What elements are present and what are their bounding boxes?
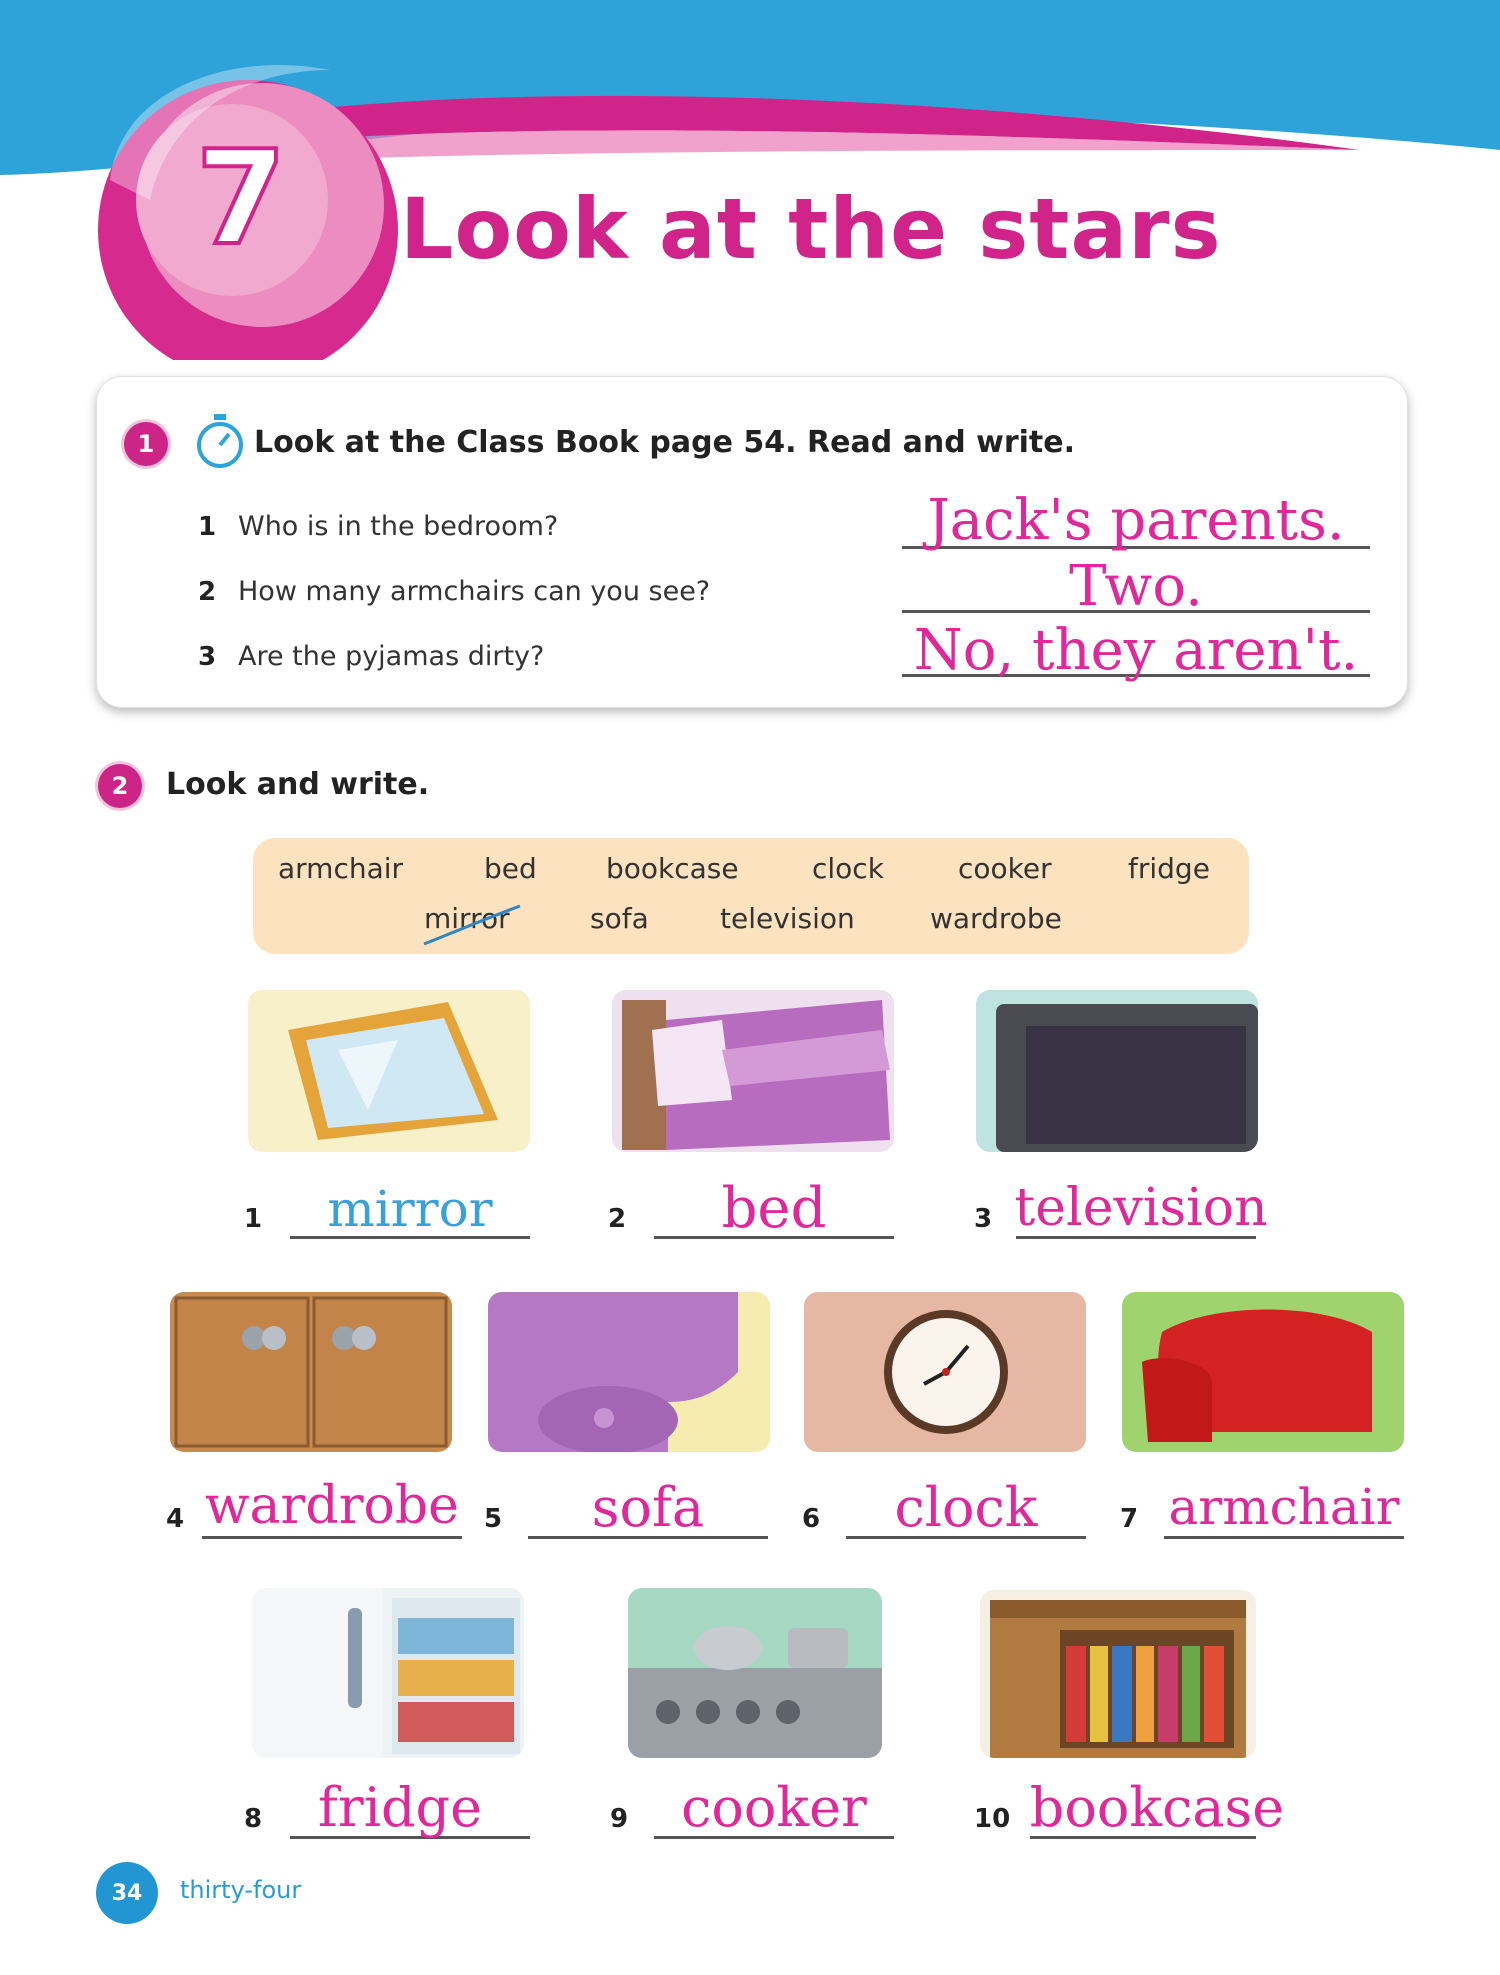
item-6-answer[interactable]: clock <box>894 1476 1038 1539</box>
item-1-answer[interactable]: mirror <box>327 1180 493 1238</box>
item-7-line <box>1164 1536 1404 1539</box>
item-4-number: 4 <box>166 1504 185 1534</box>
item-4-line <box>202 1536 462 1539</box>
page-number-badge: 34 <box>96 1862 158 1924</box>
item-8-number: 8 <box>244 1804 263 1834</box>
item-4-answer[interactable]: wardrobe <box>205 1476 459 1536</box>
page-number-word: thirty-four <box>180 1876 302 1904</box>
item-10-number: 10 <box>974 1804 1011 1834</box>
page-title: Look at the stars <box>400 180 1222 278</box>
item-3-number: 3 <box>974 1204 993 1234</box>
word-bank-word: bookcase <box>606 852 739 885</box>
exercise-2-instruction: Look and write. <box>166 767 430 802</box>
wardrobe-picture <box>170 1292 452 1452</box>
question-1-text: Who is in the bedroom? <box>238 511 559 542</box>
item-1-number: 1 <box>244 1204 263 1234</box>
item-8-answer[interactable]: fridge <box>317 1776 483 1839</box>
question-1-number: 1 <box>198 512 217 542</box>
cross-out-mark <box>420 900 526 950</box>
word-bank-word: clock <box>812 852 884 885</box>
answer-3[interactable]: No, they aren't. <box>913 618 1359 683</box>
word-bank-word: television <box>720 902 855 935</box>
item-2-answer[interactable]: bed <box>721 1176 827 1241</box>
answer-2[interactable]: Two. <box>1069 554 1203 619</box>
television-picture <box>976 990 1258 1152</box>
fridge-picture <box>252 1588 524 1758</box>
word-bank-word: cooker <box>958 852 1052 885</box>
word-bank-word: fridge <box>1128 852 1210 885</box>
bed-picture <box>612 990 894 1152</box>
exercise-1-instruction: Look at the Class Book page 54. Read and write. <box>254 425 1076 460</box>
item-5-number: 5 <box>484 1504 503 1534</box>
item-5-answer[interactable]: sofa <box>591 1476 705 1539</box>
question-2-number: 2 <box>198 577 217 607</box>
item-7-number: 7 <box>1120 1504 1139 1534</box>
question-3-text: Are the pyjamas dirty? <box>238 641 545 672</box>
bookcase-picture <box>980 1590 1256 1758</box>
question-2-text: How many armchairs can you see? <box>238 576 711 607</box>
answer-1[interactable]: Jack's parents. <box>927 488 1345 553</box>
mirror-picture <box>248 990 530 1152</box>
item-9-answer[interactable]: cooker <box>681 1776 867 1839</box>
question-3-number: 3 <box>198 642 217 672</box>
item-10-answer[interactable]: bookcase <box>1029 1776 1285 1839</box>
item-3-answer[interactable]: television <box>1014 1178 1268 1238</box>
item-6-number: 6 <box>802 1504 821 1534</box>
item-7-answer[interactable]: armchair <box>1168 1478 1400 1536</box>
item-9-number: 9 <box>610 1804 629 1834</box>
unit-number: 7 <box>195 122 287 274</box>
cooker-picture <box>628 1588 882 1758</box>
word-bank-word: sofa <box>590 902 649 935</box>
sofa-picture <box>488 1292 770 1452</box>
word-bank-word-crossed: mirror <box>424 902 510 935</box>
word-bank-word: wardrobe <box>930 902 1062 935</box>
exercise-1-badge: 1 <box>124 422 168 466</box>
exercise-2-badge: 2 <box>98 764 142 808</box>
word-bank-word: armchair <box>278 852 404 885</box>
stopwatch-icon <box>194 412 246 470</box>
item-2-number: 2 <box>608 1204 627 1234</box>
word-bank-word: bed <box>484 852 537 885</box>
clock-picture <box>804 1292 1086 1452</box>
armchair-picture <box>1122 1292 1404 1452</box>
